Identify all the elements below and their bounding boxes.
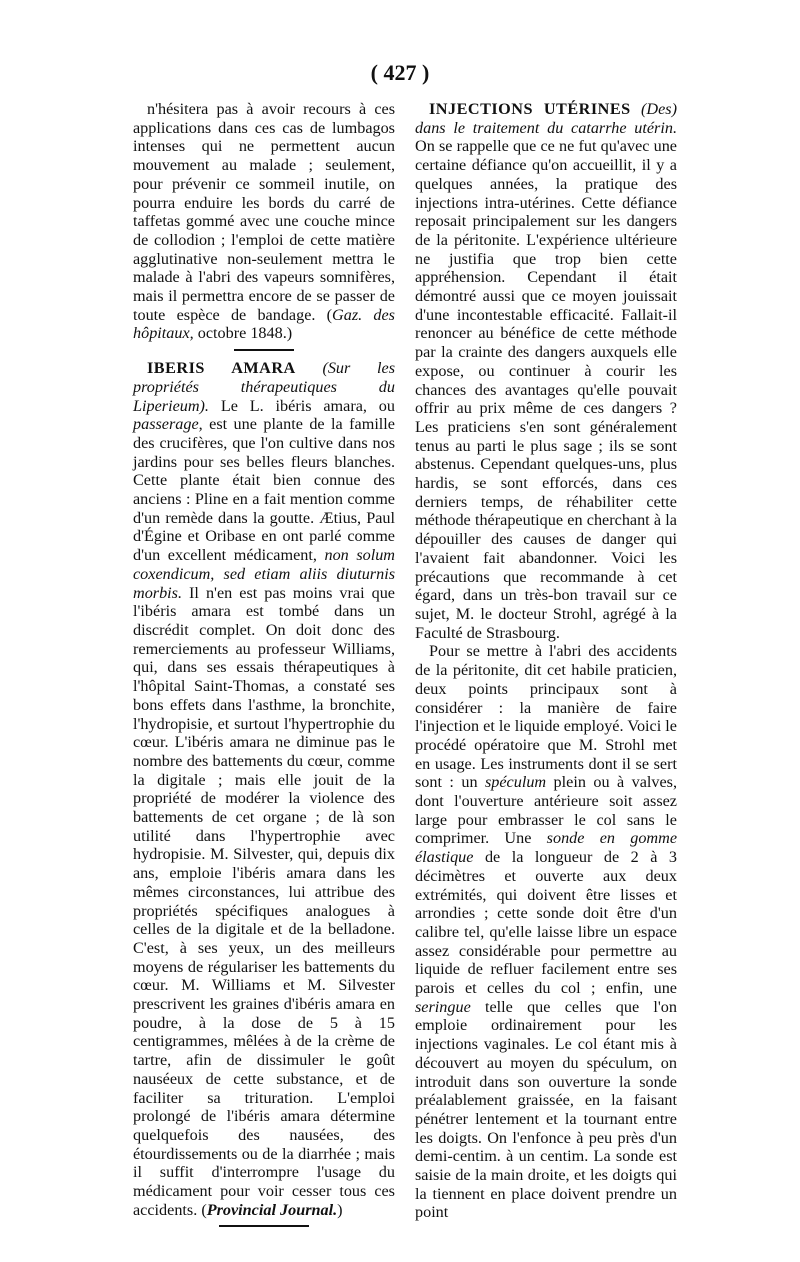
injections-heading: INJECTIONS UTÉRINES <box>429 100 631 118</box>
section-divider <box>234 349 294 351</box>
iberis-text-3: Il n'en est pas moins vrai que l'ibéris amara est tombé dans un discrédit complet. On doit donc des remerciements au professeur Williams, qui, dans ses essais thérapeutiques à l'hôpital Saint-Thomas, a constaté ses bons effets dans l'asthme, la bronchite, l'hydropisie, et surtout l'hypertrophie du cœur. L'ibéris amara ne diminue pas le nombre des battements du cœur, comme la digitale ; mais elle jouit de la propriété de modérer la violence des battements de cet organe ; de là son utilité dans l'hypertrophie avec hydropisie. M. Silvester, qui, depuis dix ans, emploie l'ibéris amara dans les mêmes circonstances, lui attribue des propriétés spécifiques analogues à celles de la digitale et de la belladone. C'est, à ses yeux, un des meilleurs moyens de régulariser les battements du cœur. M. Williams et M. Silvester prescrivent les graines d'ibéris amara en poudre, à la dose de 5 à 15 centigrammes, mêlées à de la crème de tartre, afin de dissimuler le goût nauséeux de cette substance, et de faciliter sa trituration. L'emploi prolongé de l'ibéris amara détermine quelquefois des nausées, des étourdissements ou de la diarrhée ; mais il suffit d'interrompre l'usage du médicament pour voir cesser tous ces accidents. ( <box>133 583 395 1219</box>
injections-heading-subtitle: (Des) dans le traitement du catarrhe utérin. <box>415 100 677 137</box>
iberis-text-1: Le L. ibéris amara, ou <box>208 396 395 415</box>
lumbago-end: octobre 1848.) <box>193 324 293 343</box>
injections-text: On se rappelle que ce ne fut qu'avec une certaine défiance qu'on accueillit, il y a quelques années, la pratique des injections intra-utérines. Cette défiance reposait principalement sur les dangers de la péritonite. L'expérience ultérieure ne justifia que trop bien cette appréhension. Cependant il était démontré aussi que ce moyen jouissait d'une incontestable efficacité. Fallait-il renoncer au bénéfice de cette méthode par la crainte des dangers auxquels elle expose, ou continuer à courir les chances des avantages qu'elle pouvait offrir au prix même de ces dangers ? Les praticiens s'en sont généralement tenus au parti le plus sage ; ils se sont abstenus. Cependant quelques-uns, plus hardis, se sont efforcés, dans ces derniers temps, de réhabiliter cette méthode thérapeutique en cherchant à la dépouiller des causes de danger qui l'avaient fait abandonner. Voici les précautions que recommande à cet égard, dans un très-bon travail sur ce sujet, M. le docteur Strohl, agrégé à la Faculté de Strasbourg. <box>415 137 677 642</box>
procedure-text-3: de la longueur de 2 à 3 décimètres et ouverte aux deux extrémités, qui doivent être lisses et arrondies ; cette sonde doit être d'un calibre tel, qu'elle laisse libre un espace assez considérable pour permettre au liquide de refluer facilement entre ses parois et celles du col ; enfin, une <box>415 848 677 998</box>
end-divider <box>219 1225 309 1227</box>
iberis-latin-quote: non solum coxendicum, sed etiam aliis diuturnis morbis. <box>133 546 395 602</box>
iberis-source: Provincial Journal. <box>206 1200 338 1219</box>
iberis-paragraph <box>133 359 395 1219</box>
iberis-end: ) <box>337 1200 343 1219</box>
injections-paragraph <box>415 100 677 642</box>
lumbago-text: n'hésitera pas à avoir recours à ces applications dans ces cas de lumbagos intenses qui ne permettent aucun mouvement au malade ; seulement, pour prévenir ce sommeil inutile, on pourra enduire les bords du carré de taffetas gommé avec une couche mince de collodion ; l'emploi de cette matière agglutinative non-seulement mettra le malade à l'abri des vapeurs somnifères, mais il permettra encore de se passer de toute espèce de bandage. ( <box>133 100 395 324</box>
procedure-italic-sonde: sonde en gomme élastique <box>415 829 677 867</box>
procedure-text-1: Pour se mettre à l'abri des accidents de la péritonite, dit cet habile praticien, deux points principaux sont à considérer : la manière de faire l'injection et le liquide employé. Voici le procédé opératoire que M. Strohl met en usage. Les instruments dont il se sert sont : un <box>415 642 677 792</box>
iberis-italic-1: passerage, <box>133 415 203 434</box>
procedure-italic-seringue: seringue <box>415 997 471 1016</box>
iberis-heading: IBERIS AMARA <box>147 359 296 378</box>
iberis-heading-subtitle: (Sur les propriétés thérapeutiques du Liperieum). <box>133 359 395 415</box>
page-number: ( 427 ) <box>370 60 430 85</box>
procedure-paragraph <box>415 642 677 1222</box>
procedure-italic-speculum: spéculum <box>484 773 547 792</box>
left-column <box>133 100 395 1227</box>
procedure-text-4: telle que celles que l'on emploie ordinairement pour les injections vaginales. Le col étant mis à découvert au moyen du spéculum, on introduit dans son ouverture la sonde préalablement graissée, en la faisant pénétrer lentement et la tournant entre les doigts. On l'enfonce à peu près d'un demi-centim. à un centim. La sonde est saisie de la main droite, et les doigts qui la tiennent en place doivent prendre un point <box>415 997 677 1222</box>
procedure-text-2: plein ou à valves, dont l'ouverture antérieure soit assez large pour embrasser le col sans le comprimer. Une <box>415 773 678 848</box>
iberis-text-2: est une plante de la famille des crucifères, que l'on cultive dans nos jardins pour ses belles fleurs blanches. Cette plante était bien connue des anciens : Pline en a fait mention comme d'un remède dans la goutte. Ætius, Paul d'Égine et Oribase en ont parlé comme d'un excellent médicament, <box>133 415 395 565</box>
right-column <box>415 100 677 1222</box>
lumbago-paragraph <box>133 100 395 343</box>
lumbago-source: Gaz. des hôpitaux, <box>133 305 395 343</box>
